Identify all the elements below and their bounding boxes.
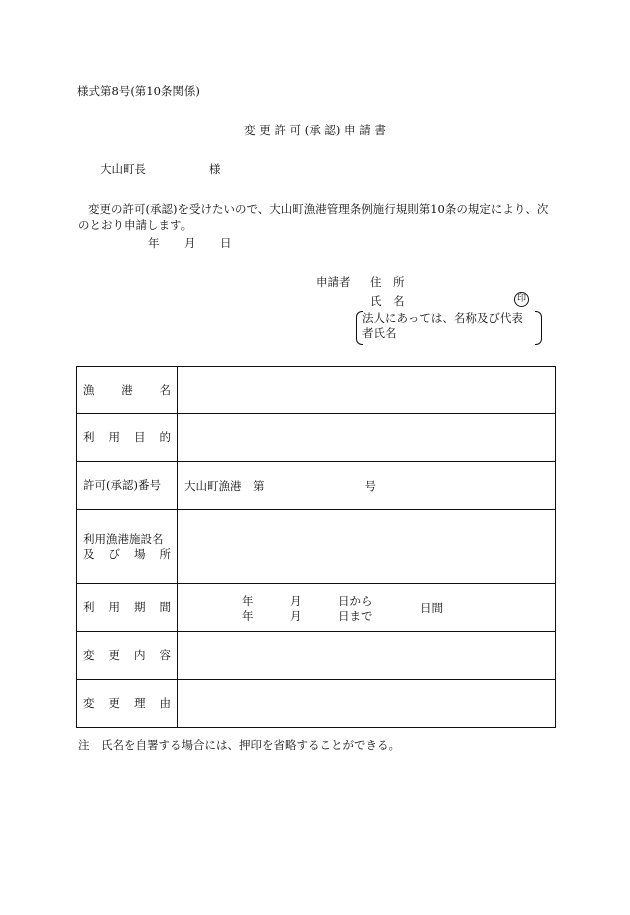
label-char: 変: [83, 696, 95, 710]
bracket-left: [356, 311, 363, 345]
permit-suffix: 号: [364, 478, 376, 493]
label-char: 更: [108, 696, 120, 710]
label-char: 及: [83, 546, 95, 561]
port-name-label: [77, 367, 178, 414]
label-char: 利: [83, 430, 95, 444]
name-label: 氏 名: [370, 294, 405, 308]
date-month: 月: [184, 236, 196, 250]
label-char: 名: [159, 382, 171, 397]
table-row-reason: [77, 680, 556, 728]
table-row-port-name: [77, 367, 556, 414]
facility-label-line1: 利用漁港施設名: [83, 531, 164, 546]
permit-prefix: 大山町漁港 第: [184, 478, 265, 493]
date-day: 日: [220, 236, 232, 250]
address-label: 住 所: [370, 275, 405, 289]
corporation-note-text: 法人にあっては、名称及び代表者氏名: [362, 311, 523, 340]
label-char: 利: [83, 600, 95, 614]
label-char: 内: [134, 648, 146, 662]
label-char: 理: [134, 696, 146, 710]
date-year: 年: [148, 236, 160, 250]
facility-label: [77, 510, 178, 584]
label-char: 由: [159, 696, 171, 710]
permit-number-field[interactable]: [178, 462, 556, 510]
permit-number-label: 許可(承認)番号: [77, 462, 178, 510]
addressee-honorific: 様: [209, 162, 221, 176]
table-row-content: [77, 632, 556, 680]
label-char: 期: [134, 600, 146, 614]
label-char: 間: [159, 600, 171, 614]
label-char: び: [108, 546, 120, 561]
body-text: 変更の許可(承認)を受けたいので、大山町漁港管理条例施行規則第10条の規定により、次のとおり申請します。: [78, 202, 549, 232]
form-number: 様式第8号(第10条関係): [77, 84, 200, 98]
change-content-label: [77, 632, 178, 680]
purpose-label: [77, 414, 178, 462]
footnote: 注 氏名を自署する場合には、押印を省略することができる。: [78, 738, 400, 752]
label-char: 的: [159, 430, 171, 444]
table-row-period: [77, 584, 556, 632]
seal-mark: 印: [514, 292, 529, 307]
corporation-note: [356, 311, 538, 341]
label-char: 目: [134, 430, 146, 444]
change-content-field[interactable]: [178, 632, 556, 680]
bracket-right: [535, 311, 542, 345]
table-row-facility: [77, 510, 556, 584]
period-days: 日間: [420, 600, 443, 615]
applicant-label: 申請者: [316, 275, 351, 289]
label-char: 容: [159, 648, 171, 662]
period-label: [77, 584, 178, 632]
label-char: 用: [108, 430, 120, 444]
period-to-month: 月: [290, 608, 302, 623]
label-char: 用: [108, 600, 120, 614]
period-field[interactable]: [178, 584, 556, 632]
label-char: 更: [108, 648, 120, 662]
change-reason-field[interactable]: [178, 680, 556, 728]
change-reason-label: [77, 680, 178, 728]
period-to-year: 年: [242, 608, 254, 623]
period-from-month: 月: [290, 593, 302, 608]
table-row-purpose: [77, 414, 556, 462]
application-table: [76, 366, 556, 728]
label-char: 港: [121, 382, 133, 397]
facility-field[interactable]: [178, 510, 556, 584]
label-char: 変: [83, 648, 95, 662]
purpose-field[interactable]: [178, 414, 556, 462]
addressee-name: 大山町長: [100, 162, 146, 176]
label-char: 漁: [83, 382, 95, 397]
page-title: 変 更 許 可 (承 認) 申 請 書: [244, 123, 386, 137]
port-name-field[interactable]: [178, 367, 556, 414]
label-char: 場: [134, 546, 146, 561]
period-to-day: 日まで: [338, 608, 373, 623]
label-char: 所: [159, 546, 171, 561]
table-row-permit-number: [77, 462, 556, 510]
permit-number-blank[interactable]: [265, 478, 365, 494]
period-from-day: 日から: [338, 593, 373, 608]
period-from-year: 年: [242, 593, 254, 608]
